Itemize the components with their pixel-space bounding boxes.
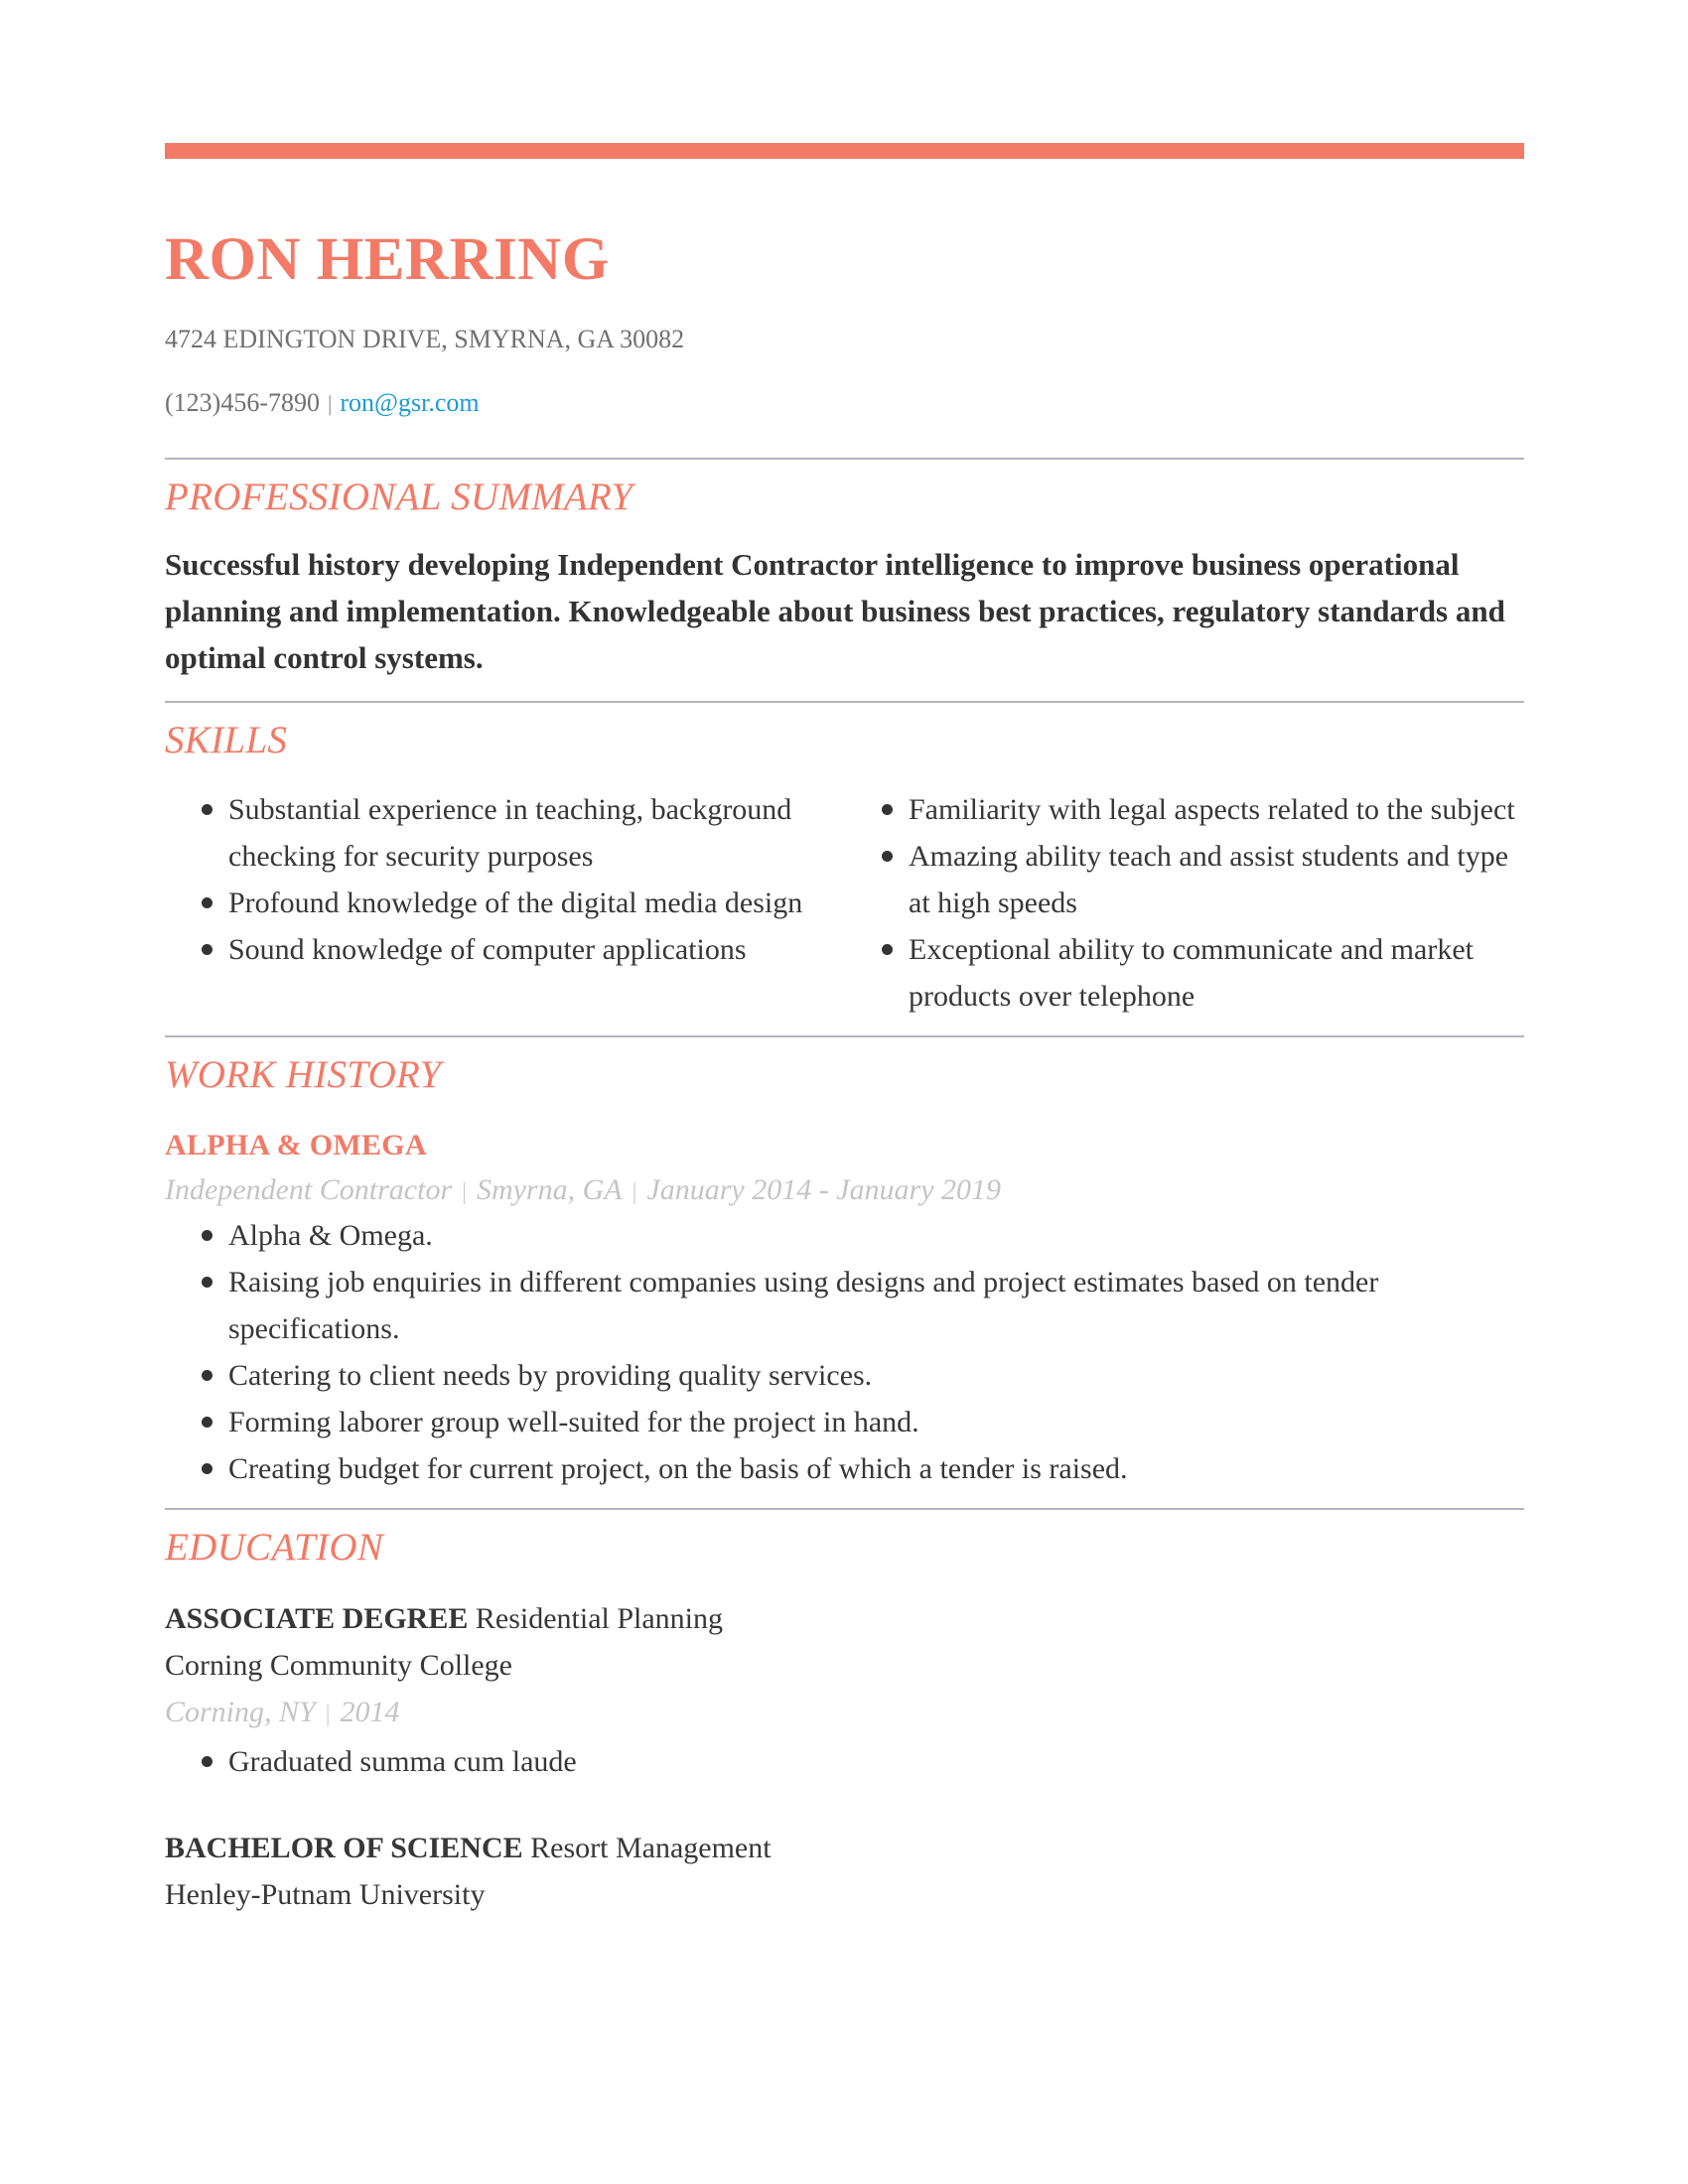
divider (165, 701, 1524, 703)
skill-item: Exceptional ability to communicate and market products over telephone (845, 926, 1524, 1020)
skills-list-left (165, 786, 845, 1020)
skill-item: Sound knowledge of computer applications (165, 926, 845, 973)
bullet-icon (202, 1277, 212, 1288)
degree-field: Residential Planning (475, 1602, 724, 1635)
bullet-icon (882, 804, 893, 815)
bullet-icon (882, 944, 893, 955)
phone: (123)456-7890 (165, 388, 320, 417)
skill-item: Profound knowledge of the digital media design (165, 880, 845, 926)
bullet-icon (202, 944, 212, 955)
bullet-icon (202, 897, 212, 908)
job-bullets (165, 1212, 1524, 1492)
accent-bar (165, 143, 1524, 159)
education-year: 2014 (340, 1696, 400, 1728)
contact-separator: | (327, 391, 333, 416)
skill-item: Amazing ability teach and assist students and type at high speeds (845, 833, 1524, 926)
job-bullet: Alpha & Omega. (165, 1212, 1524, 1259)
job-bullet: Raising job enquiries in different companies using designs and project estimates based on tender specifications. (165, 1259, 1524, 1352)
degree-name: BACHELOR OF SCIENCE (165, 1832, 523, 1864)
email-link[interactable]: ron@gsr.com (340, 388, 480, 417)
skills-list-right (845, 786, 1524, 1020)
school-name: Corning Community College (165, 1649, 512, 1682)
section-title-skills: SKILLS (165, 719, 288, 761)
meta-separator: | (632, 1179, 637, 1205)
education-bullets (165, 1738, 1524, 1785)
bullet-icon (882, 851, 893, 862)
job-bullet: Catering to client needs by providing quality services. (165, 1352, 1524, 1399)
meta-separator: | (462, 1179, 467, 1205)
degree-field: Resort Management (530, 1832, 772, 1864)
section-title-summary: PROFESSIONAL SUMMARY (165, 476, 633, 518)
education-entry (165, 1825, 1524, 1918)
summary-text: Successful history developing Independent Contractor intelligence to improve business operational planning and implementation. Knowledgeable about business best practices, regulatory standards and optimal control systems. (165, 547, 1505, 675)
job-meta (165, 1170, 1524, 1212)
degree-line (165, 1825, 1524, 1871)
bullet-icon (202, 804, 212, 815)
skill-item: Familiarity with legal aspects related to the subject (845, 786, 1524, 833)
bullet-icon (202, 1370, 212, 1381)
section-title-work-history: WORK HISTORY (165, 1053, 442, 1096)
job-bullet: Creating budget for current project, on the basis of which a tender is raised. (165, 1445, 1524, 1492)
skill-item: Substantial experience in teaching, background checking for security purposes (165, 786, 845, 880)
candidate-name: RON HERRING (165, 226, 610, 293)
bullet-icon (202, 1417, 212, 1428)
contact-line (165, 387, 1524, 420)
school-name: Henley-Putnam University (165, 1878, 486, 1911)
bullet-icon (202, 1230, 212, 1241)
section-title-education: EDUCATION (165, 1526, 384, 1569)
job-dates: January 2014 - January 2019 (646, 1173, 1002, 1206)
company-name: ALPHA & OMEGA (165, 1129, 427, 1161)
meta-separator: | (325, 1702, 331, 1727)
bullet-icon (202, 1463, 212, 1474)
resume-page (165, 143, 1524, 1918)
job-role: Independent Contractor (165, 1173, 453, 1206)
divider (165, 458, 1524, 460)
job-location: Smyrna, GA (476, 1173, 623, 1206)
divider (165, 1508, 1524, 1510)
divider (165, 1035, 1524, 1037)
bullet-icon (202, 1756, 212, 1767)
education-meta (165, 1689, 1524, 1738)
skills-grid (165, 786, 1524, 1020)
degree-line (165, 1595, 1524, 1642)
education-bullet: Graduated summa cum laude (165, 1738, 1524, 1785)
education-entry (165, 1595, 1524, 1785)
education-location: Corning, NY (165, 1696, 316, 1728)
job-bullet: Forming laborer group well-suited for the project in hand. (165, 1399, 1524, 1445)
degree-name: ASSOCIATE DEGREE (165, 1602, 469, 1635)
address: 4724 EDINGTON DRIVE, SMYRNA, GA 30082 (165, 325, 685, 353)
